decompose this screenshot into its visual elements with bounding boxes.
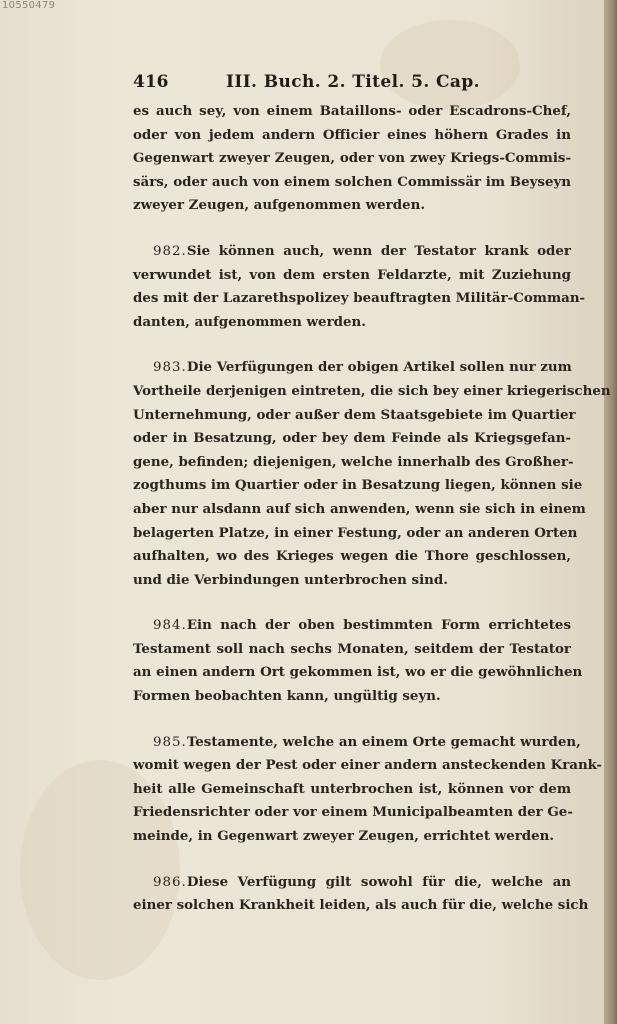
text-line — [133, 356, 571, 380]
line-text: des mit der Lazarethspolizey beauftragten Militär-Comman- — [133, 290, 586, 307]
running-head: III. Buch. 2. Titel. 5. Cap. — [226, 72, 480, 92]
text-line — [133, 731, 581, 755]
line-text: Die Verfügungen der obigen Artikel sollen nur zum — [186, 359, 572, 376]
line-text: zogthums im Quartier oder in Besatzung liegen, können sie — [133, 477, 583, 494]
line-text: Testamente, welche an einem Orte gemacht wurden, — [186, 733, 581, 750]
text-line — [133, 871, 571, 895]
text-line — [133, 894, 589, 918]
article-number: 982. — [153, 243, 187, 259]
body-text — [133, 100, 611, 940]
text-line — [133, 522, 578, 546]
text-line — [133, 124, 571, 148]
line-text: aufhalten, wo des Krieges wegen die Thore geschlossen, — [133, 548, 571, 565]
text-line — [133, 498, 586, 522]
text-line — [133, 638, 571, 662]
text-line — [133, 147, 571, 171]
line-text: oder von jedem andern Officier eines höhern Grades in — [133, 126, 571, 143]
text-line — [133, 311, 571, 335]
paragraph — [133, 731, 602, 849]
line-text: es auch sey, von einem Bataillons- oder Escadrons-Chef, — [133, 103, 571, 119]
line-text: Testament soll nach sechs Monaten, seitdem der Testator — [133, 640, 571, 657]
text-line — [133, 614, 571, 638]
page-header — [133, 72, 573, 100]
paragraph — [133, 614, 583, 708]
line-text: Ein nach der oben bestimmten Form errichtetes — [186, 617, 571, 634]
line-text: gene, befinden; diejenigen, welche innerhalb des Großher- — [133, 453, 574, 470]
line-text: särs, oder auch von einem solchen Commissär im Beyseyn — [133, 173, 571, 190]
article-number: 986. — [153, 874, 187, 890]
text-line — [133, 287, 586, 311]
scan-id: 10550479 — [2, 0, 56, 11]
line-text: und die Verbindungen unterbrochen sind. — [133, 571, 448, 588]
text-line — [133, 194, 571, 218]
line-text: heit alle Gemeinschaft unterbrochen ist, können vor dem — [133, 780, 571, 797]
line-text: Formen beobachten kann, ungültig seyn. — [133, 688, 441, 705]
text-line — [133, 451, 574, 475]
text-line — [133, 474, 583, 498]
article-number: 985. — [153, 734, 187, 750]
line-text: aber nur alsdann auf sich anwenden, wenn sie sich in einem — [133, 500, 586, 517]
line-text: oder in Besatzung, oder bey dem Feinde als Kriegsgefan- — [133, 430, 571, 447]
line-text: an einen andern Ort gekommen ist, wo er die gewöhnlichen — [133, 664, 583, 681]
line-text: belagerten Platze, in einer Festung, oder an anderen Orten — [133, 524, 578, 541]
paragraph — [133, 100, 571, 218]
paragraph — [133, 871, 589, 918]
page-number: 416 — [133, 72, 169, 92]
line-text: Gegenwart zweyer Zeugen, oder von zwey Kriegs-Commis- — [133, 150, 571, 167]
line-text: einer solchen Krankheit leiden, als auch für die, welche sich — [133, 897, 589, 914]
line-text: Sie können auch, wenn der Testator krank oder — [186, 242, 571, 259]
line-text: danten, aufgenommen werden. — [133, 313, 366, 330]
text-line — [133, 404, 576, 428]
text-line — [133, 545, 571, 569]
text-line — [133, 778, 571, 802]
text-line — [133, 380, 611, 404]
text-line — [133, 569, 571, 593]
line-text: Vortheile derjenigen eintreten, die sich bey einer kriegerischen — [133, 382, 611, 399]
text-line — [133, 825, 571, 849]
line-text: womit wegen der Pest oder einer andern ansteckenden Krank- — [133, 757, 602, 774]
article-number: 984. — [153, 618, 187, 634]
text-line — [133, 100, 571, 124]
paragraph — [133, 356, 611, 592]
article-number: 983. — [153, 360, 187, 376]
text-line — [133, 264, 571, 288]
page-edge — [604, 0, 617, 1024]
text-line — [133, 661, 583, 685]
paragraph — [133, 240, 586, 334]
line-text: verwundet ist, von dem ersten Feldarzte, mit Zuziehung — [133, 266, 571, 283]
text-line — [133, 685, 571, 709]
line-text: Friedensrichter oder vor einem Municipalbeamten der Ge- — [133, 804, 573, 821]
line-text: Unternehmung, oder außer dem Staatsgebiete im Quartier — [133, 406, 576, 423]
line-text: zweyer Zeugen, aufgenommen werden. — [133, 197, 425, 214]
text-line — [133, 427, 571, 451]
text-line — [133, 754, 602, 778]
line-text: meinde, in Gegenwart zweyer Zeugen, errichtet werden. — [133, 828, 555, 845]
text-line — [133, 801, 571, 825]
line-text: Diese Verfügung gilt sowohl für die, welche an — [186, 873, 571, 890]
text-line — [133, 171, 571, 195]
text-line — [133, 240, 571, 264]
